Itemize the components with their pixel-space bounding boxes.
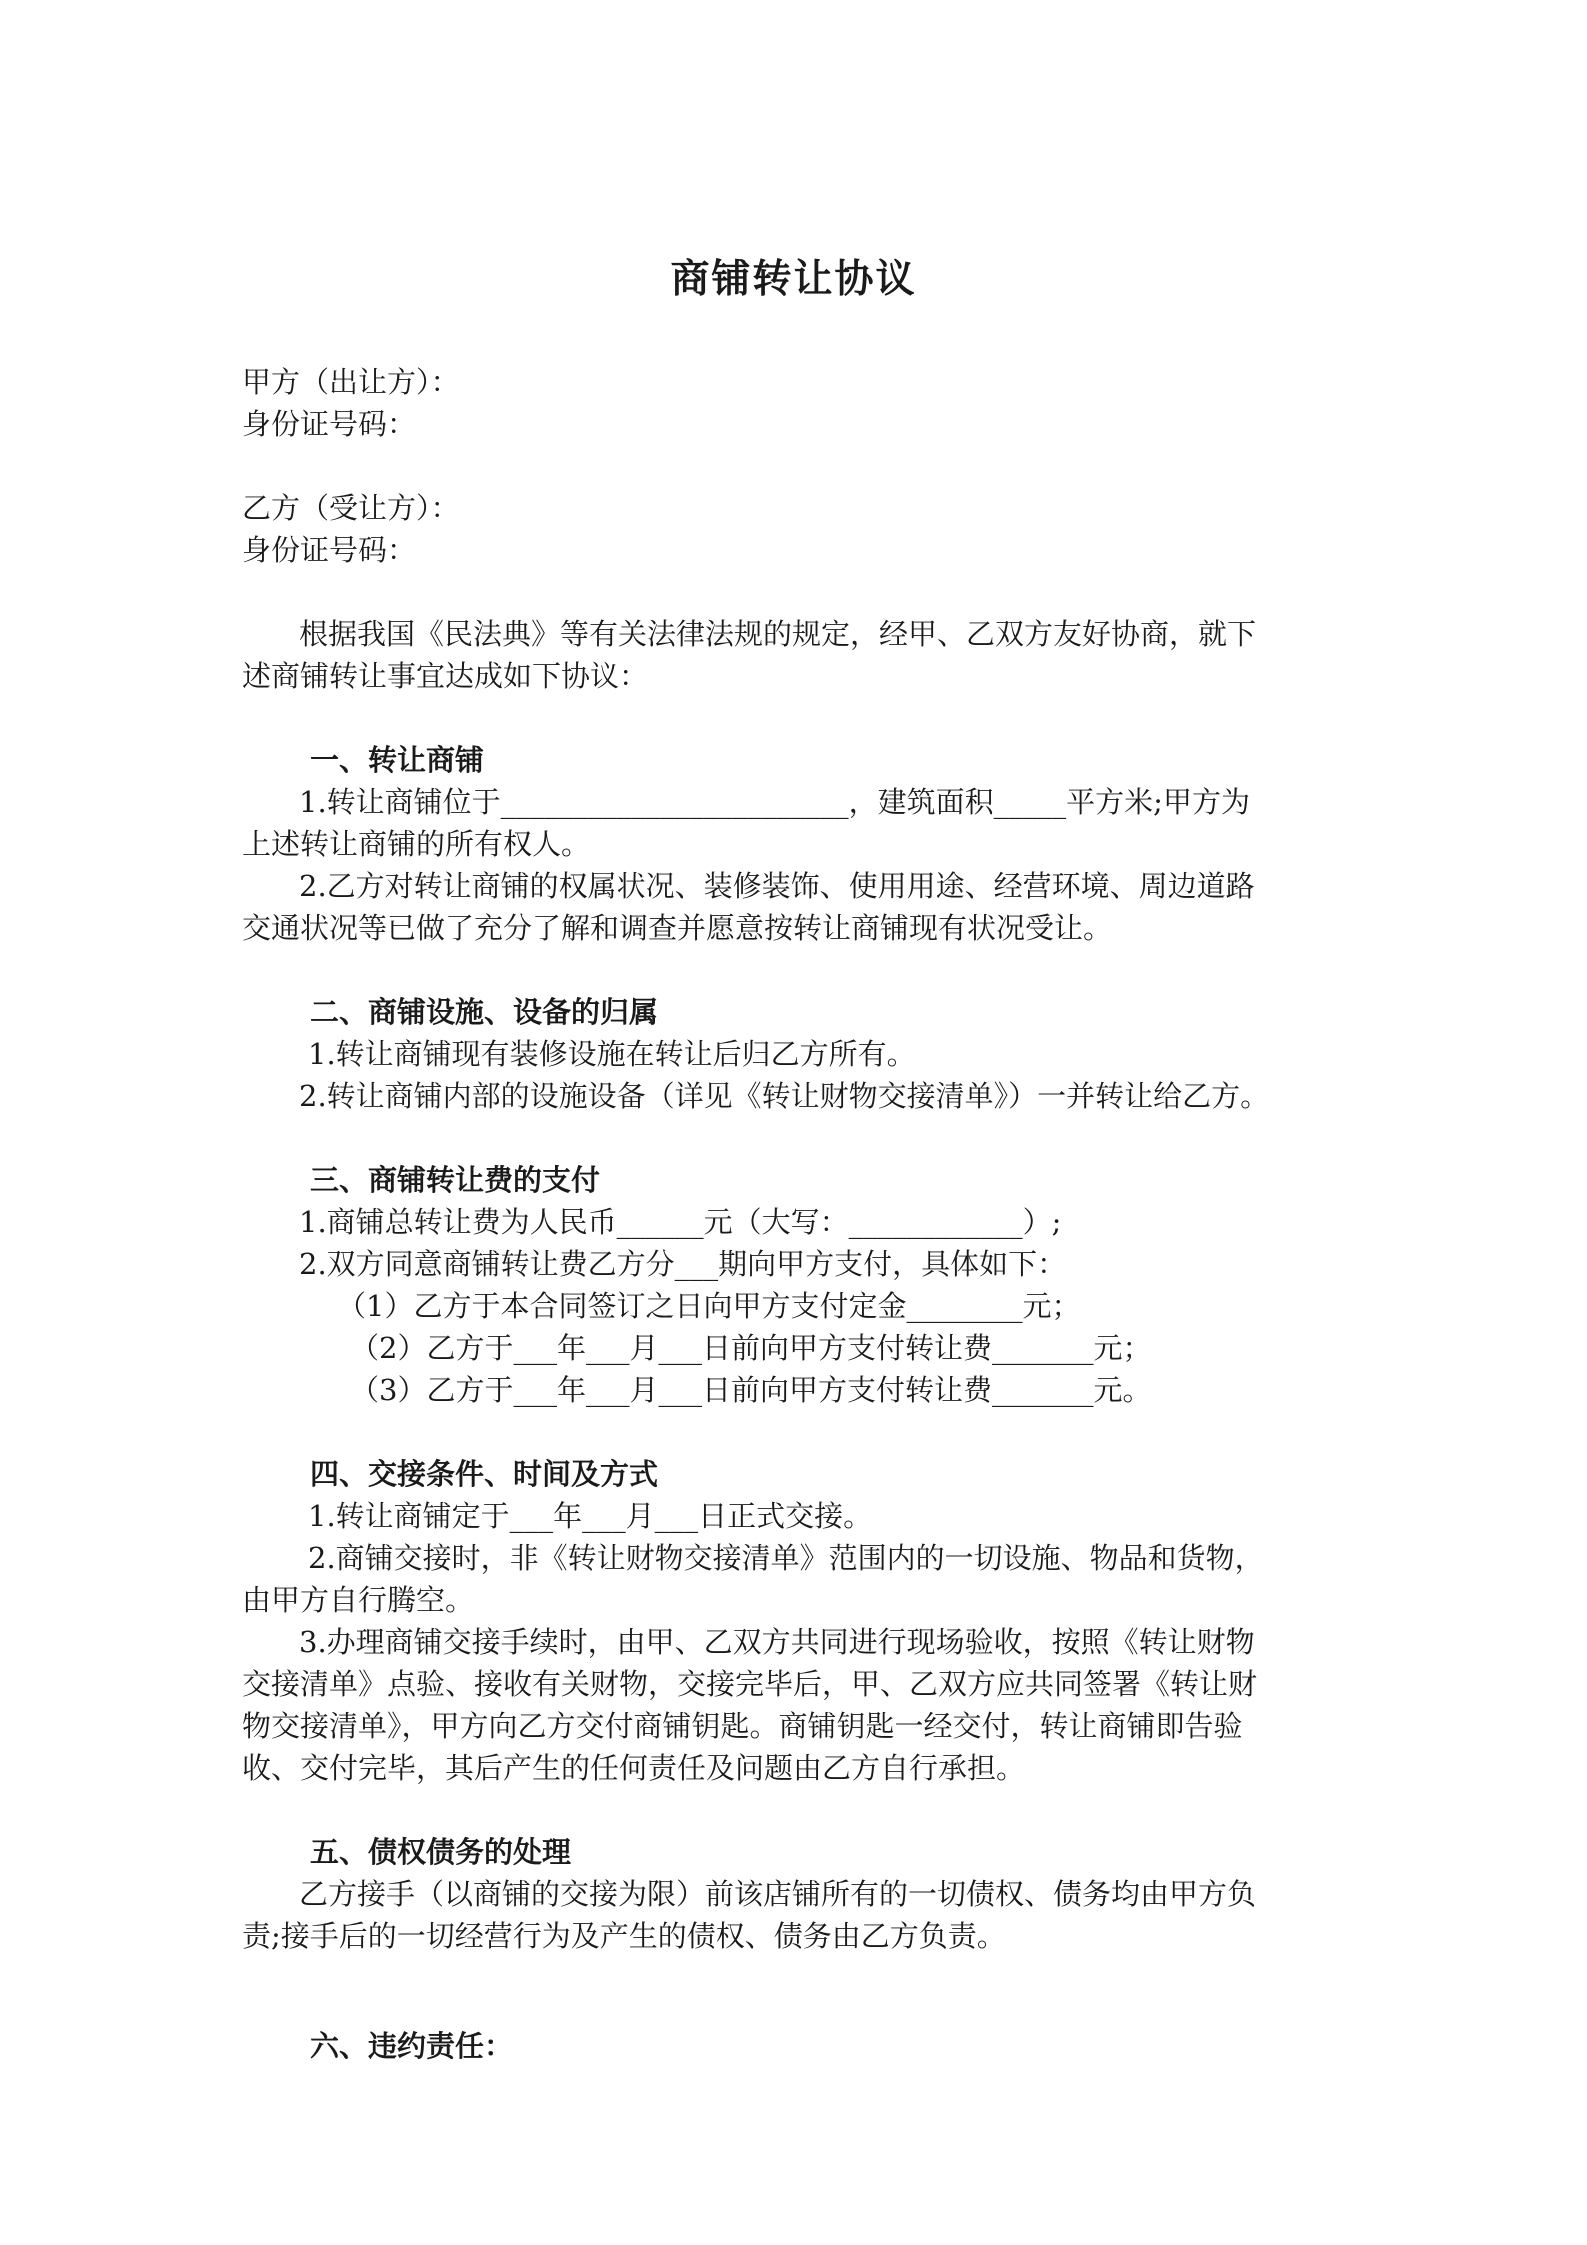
clause-line: 收、交付完毕，其后产生的任何责任及问题由乙方自行承担。 — [242, 1751, 1026, 1785]
clause-line: 1.商铺总转让费为人民币______元（大写：____________）; — [299, 1205, 1062, 1239]
clause-line: 2.乙方对转让商铺的权属状况、装修装饰、使用用途、经营环境、周边道路 — [299, 869, 1255, 903]
clause-line: 交接清单》点验、接收有关财物，交接完毕后，甲、乙双方应共同签署《转让财 — [242, 1667, 1258, 1701]
clause-line: 2.商铺交接时，非《转让财物交接清单》范围内的一切设施、物品和货物， — [308, 1541, 1264, 1575]
clause-line: 1.转让商铺现有装修设施在转让后归乙方所有。 — [308, 1037, 916, 1071]
party-b-label: 乙方（受让方）： — [242, 491, 460, 525]
party-a-id: 身份证号码： — [242, 407, 417, 441]
party-a-label: 甲方（出让方）： — [242, 365, 460, 399]
clause-line: 交通状况等已做了充分了解和调查并愿意按转让商铺现有状况受让。 — [242, 911, 1113, 945]
page-title: 商铺转让协议 — [670, 257, 917, 302]
clause-line: （3）乙方于___年___月___日前向甲方支付转让费_______元。 — [350, 1373, 1152, 1407]
clause-line: 责;接手后的一切经营行为及产生的债权、债务由乙方负责。 — [242, 1919, 1006, 1953]
clause-line: 3.办理商铺交接手续时，由甲、乙双方共同进行现场验收，按照《转让财物 — [299, 1625, 1255, 1659]
clause-line: 由甲方自行腾空。 — [242, 1583, 475, 1617]
section-heading: 一、转让商铺 — [310, 743, 485, 777]
section-heading: 三、商铺转让费的支付 — [310, 1163, 601, 1197]
preamble-line: 根据我国《民法典》等有关法律法规的规定，经甲、乙双方友好协商，就下 — [299, 617, 1257, 651]
clause-line: 1.转让商铺定于___年___月___日正式交接。 — [308, 1499, 873, 1533]
clause-line: 上述转让商铺的所有权人。 — [242, 827, 591, 861]
clause-line: （1）乙方于本合同签订之日向甲方支付定金________元； — [337, 1289, 1081, 1323]
clause-line: 2.转让商铺内部的设施设备（详见《转让财物交接清单》）一并转让给乙方。 — [299, 1079, 1270, 1113]
clause-line: 2.双方同意商铺转让费乙方分___期向甲方支付，具体如下： — [299, 1247, 1067, 1281]
party-b-id: 身份证号码： — [242, 533, 417, 567]
preamble-line: 述商铺转让事宜达成如下协议： — [242, 659, 649, 693]
section-heading: 六、违约责任： — [310, 2029, 514, 2063]
section-heading: 二、商铺设施、设备的归属 — [310, 995, 659, 1029]
section-heading: 五、债权债务的处理 — [310, 1835, 572, 1869]
clause-line: 1.转让商铺位于________________________，建筑面积_____平方米;甲方为 — [299, 785, 1250, 819]
clause-line: 物交接清单》，甲方向乙方交付商铺钥匙。商铺钥匙一经交付，转让商铺即告验 — [242, 1709, 1243, 1743]
section-heading: 四、交接条件、时间及方式 — [310, 1457, 659, 1491]
clause-line: 乙方接手（以商铺的交接为限）前该店铺所有的一切债权、债务均由甲方负 — [299, 1877, 1257, 1911]
clause-line: （2）乙方于___年___月___日前向甲方支付转让费_______元； — [350, 1331, 1152, 1365]
